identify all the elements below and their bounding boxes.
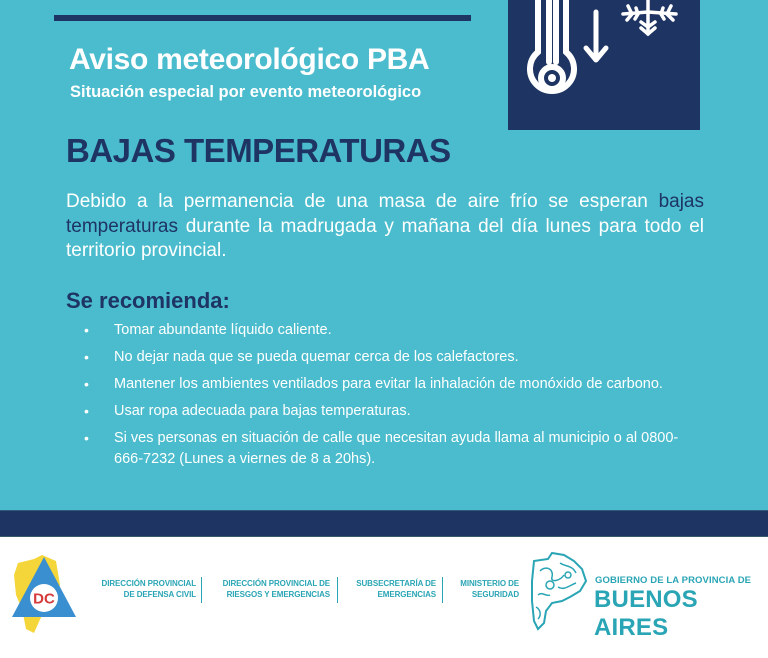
thermometer-down-snowflake-icon bbox=[508, 0, 700, 130]
bullet-icon: • bbox=[84, 376, 89, 392]
agency-defensa-civil: DIRECCIÓN PROVINCIAL DE DEFENSA CIVIL bbox=[101, 579, 196, 599]
agency-riesgos-emergencias: DIRECCIÓN PROVINCIAL DE RIESGOS Y EMERGENCIAS bbox=[222, 579, 330, 599]
province-name: BUENOS AIRES bbox=[594, 586, 698, 641]
alert-text-after: durante la madrugada y mañana del día lunes para todo el territorio provincial. bbox=[66, 215, 704, 261]
bullet-icon: • bbox=[84, 349, 89, 365]
bullet-icon: • bbox=[84, 322, 89, 338]
agency-subsecretaria-emergencias: SUBSECRETARÍA DE EMERGENCIAS bbox=[356, 579, 436, 599]
divider bbox=[201, 577, 202, 603]
footer-band bbox=[0, 510, 768, 537]
divider bbox=[337, 577, 338, 603]
divider bbox=[442, 577, 443, 603]
top-divider bbox=[54, 15, 471, 21]
recommendations-list bbox=[80, 320, 680, 476]
bullet-icon: • bbox=[84, 430, 89, 446]
bullet-icon: • bbox=[84, 403, 89, 419]
page-title: Aviso meteorológico PBA bbox=[69, 43, 430, 76]
alert-text-highlight: bajas temperaturas bbox=[66, 191, 704, 237]
recommendation-item bbox=[80, 374, 680, 395]
recommendation-item bbox=[80, 428, 680, 470]
agency-ministerio-seguridad: MINISTERIO DE SEGURIDAD bbox=[460, 579, 519, 599]
defensa-civil-logo bbox=[12, 555, 80, 633]
svg-text:DC: DC bbox=[33, 590, 55, 608]
recommendations-heading: Se recomienda: bbox=[66, 288, 230, 313]
alert-text-before: Debido a la permanencia de una masa de aire frío se esperan bbox=[66, 191, 659, 212]
buenos-aires-province-map-icon bbox=[530, 551, 590, 631]
recommendation-text: Usar ropa adecuada para bajas temperaturas. bbox=[114, 403, 411, 419]
recommendation-item bbox=[80, 347, 680, 368]
recommendation-item bbox=[80, 320, 680, 341]
page-subtitle: Situación especial por evento meteorológico bbox=[70, 83, 422, 101]
footer bbox=[0, 537, 768, 658]
recommendation-text: Tomar abundante líquido caliente. bbox=[114, 322, 332, 338]
recommendation-text: No dejar nada que se pueda quemar cerca de los calefactores. bbox=[114, 349, 519, 365]
government-label: GOBIERNO DE LA PROVINCIA DE bbox=[595, 575, 752, 586]
recommendation-text: Mantener los ambientes ventilados para evitar la inhalación de monóxido de carbono. bbox=[114, 376, 663, 392]
recommendation-item bbox=[80, 401, 680, 422]
cold-weather-icon-box bbox=[508, 0, 700, 130]
alert-description bbox=[66, 190, 704, 264]
recommendation-text: Si ves personas en situación de calle que necesitan ayuda llama al municipio o al 0800-666-7232 (Lunes a viernes de 8 a 20hs). bbox=[114, 430, 679, 467]
alert-heading: BAJAS TEMPERATURAS bbox=[66, 132, 451, 169]
